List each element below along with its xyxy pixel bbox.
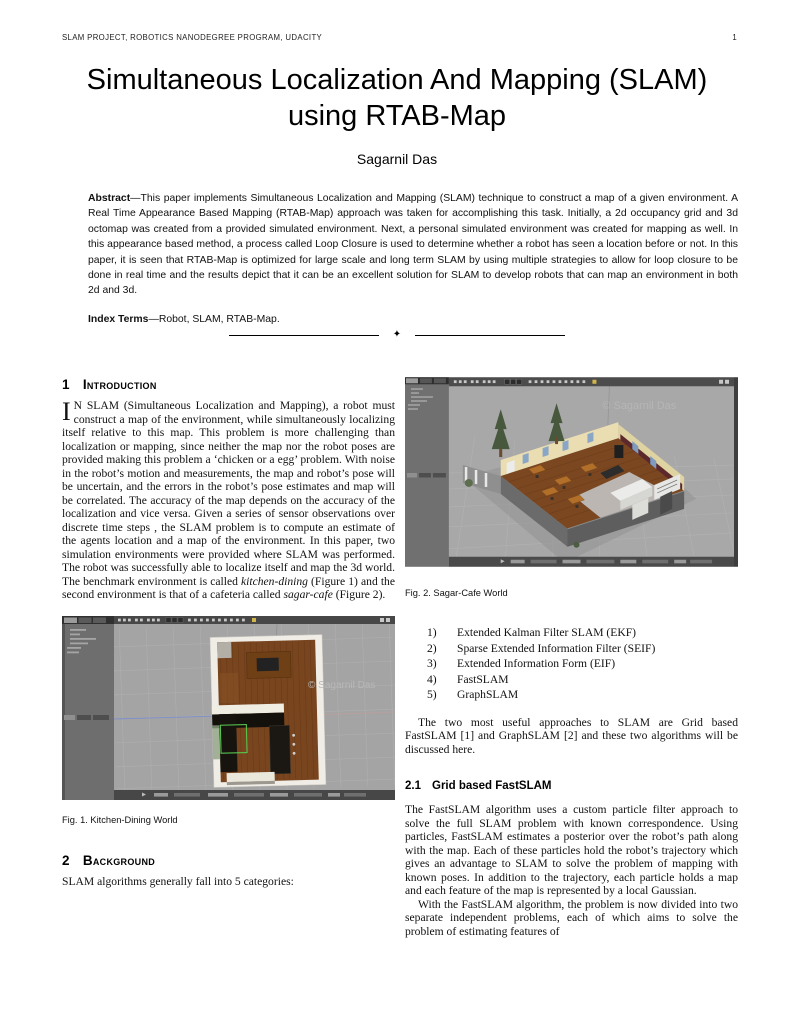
sidebar-tab (406, 378, 418, 383)
kitchen-dining-model (210, 634, 326, 787)
window-icon (719, 380, 723, 384)
separator-line-right (415, 335, 565, 336)
section-title: Background (82, 852, 156, 868)
gazebo-toolbar (449, 377, 734, 386)
running-header (62, 33, 737, 42)
subsection-number: 2.1 (405, 780, 421, 792)
fastslam-paragraph-2: With the FastSLAM algorithm, the problem is now divided into two separate independent problems, each of which aims to solve the problem of estimating features of (405, 897, 738, 938)
abstract-label: Abstract (88, 193, 131, 204)
abstract-block (88, 191, 738, 327)
paper-title (0, 62, 794, 134)
light-tool-icon (592, 380, 596, 384)
author-name: Sagarnil Das (356, 151, 438, 167)
abstract-paragraph (88, 191, 738, 299)
sidebar-tab (79, 617, 92, 623)
status-segments (511, 560, 712, 564)
title-line-1: Simultaneous Localization And Mapping (SLAM) (86, 64, 708, 96)
section-1-heading (62, 377, 395, 392)
section-title: Introduction (82, 377, 157, 392)
window-icon (386, 618, 390, 622)
sidebar-tab (420, 378, 432, 383)
figure-1-image (62, 616, 395, 800)
index-terms-label: Index Terms (88, 313, 149, 325)
shape-tool-icons (166, 617, 183, 622)
background-paragraph: SLAM algorithms generally fall into 5 categories: (62, 874, 294, 888)
list-item: 3) Extended Information Form (EIF) (427, 657, 616, 670)
window-icon (380, 618, 384, 622)
gazebo-sidebar (405, 377, 449, 566)
approaches-paragraph: The two most useful approaches to SLAM are Grid based FastSLAM [1] and GraphSLAM [2] and these two algorithms will be discussed here. (405, 715, 738, 756)
list-item: 1) Extended Kalman Filter SLAM (EKF) (427, 626, 637, 639)
status-segments (154, 793, 366, 797)
slam-categories-list (405, 625, 738, 703)
sidebar-button (419, 473, 431, 477)
gazebo-sidebar (62, 616, 114, 800)
list-item: 2) Sparse Extended Information Filter (SEIF) (427, 641, 656, 655)
light-tool-icon (252, 618, 256, 622)
gazebo-statusbar (114, 790, 395, 800)
intro-paragraph (62, 399, 395, 602)
title-line-2: using RTAB-Map (287, 100, 507, 132)
window-icon (725, 380, 729, 384)
separator-line-left (229, 335, 379, 336)
sidebar-tab (64, 617, 77, 623)
abstract-text: —This paper implements Simultaneous Localization and Mapping (SLAM) technique to construct a map of a given environment. A Real Time Appearance Based Mapping (RTAB-Map) approach was taken for accomplishing this task. Initially, a 2d occupancy grid and 3d octomap was created from a provided simulated environment. Next, a personal simulated environment was created for mapping as well. In this appearance based method, a process called Loop Closure is used to determine whether a robot has seen a location before or not. In this paper, it is seen that RTAB-Map is optimized for large scale and long term SLAM by using multiple strategies to allow for loop closure to be done in real time and the results depict that it can be an excellent solution for SLAM to develop robots that can map an environment in both 2d and 3d. (88, 193, 738, 297)
two-column-body (62, 377, 738, 938)
list-item: 5) GraphSLAM (427, 688, 519, 701)
sidebar-button (77, 715, 91, 720)
watermark: © Sagarnil Das (602, 400, 677, 413)
sidebar-tab (93, 617, 106, 623)
gazebo-toolbar (114, 616, 395, 624)
list-item: 4) FastSLAM (427, 672, 509, 686)
shape-tool-icons (505, 379, 522, 384)
title-separator (0, 330, 794, 340)
sidebar-button (433, 473, 446, 477)
gazebo-statusbar (449, 557, 734, 567)
section-2-1-heading (405, 780, 738, 792)
fastslam-paragraph-1: The FastSLAM algorithm uses a custom particle filter approach to solve the full SLAM problem with known correspondence. Using particles, FastSLAM estimates a posterior over the robot’s path along with the map. Each of these particles hold the robot’s trajectory which gives an advantage to SLAM to solve the problem of mapping with known poses. In addition to the trajectory, each particle holds a map and each feature of the map is represented by a local Gaussian. (405, 803, 738, 897)
index-terms-text: —Robot, SLAM, RTAB-Map. (148, 313, 280, 325)
intro-text: N SLAM (Simultaneous Localization and Mapping), a robot must construct a map of the environment, while simultaneously localizing itself relative to this map. This problem is more challenging than localization or mapping, since neither the map nor the robot poses are provided making this problem a ‘chicken or a egg’ problem. With noise in the robot’s motion and measurements, the map and robot’s pose will be uncertain, and the errors in the robot’s pose estimates and map will be correlated. The accuracy of the map depends on the accuracy of the localization and vice versa. Given a series of sensor observations over discrete time steps , the SLAM problem is to compute an estimate of the agents location and a map of the environment. In this paper, two simulation environments were provided where SLAM was performed. The robot was successfully able to localize itself and map the 3d world. The benchmark environment is called kitchen-dining (Figure 1) and the second environment is that of a cafeteria called sagar-cafe (Figure 2). (62, 399, 395, 601)
header-left-text: SLAM PROJECT, ROBOTICS NANODEGREE PROGRAM, UDACITY (62, 33, 323, 42)
index-terms (88, 312, 738, 327)
subsection-title: Grid based FastSLAM (432, 780, 552, 792)
section-number: 2 (62, 852, 70, 868)
figure-2-image (405, 377, 738, 567)
figure-1-caption: Fig. 1. Kitchen-Dining World (62, 814, 178, 825)
sidebar-button (407, 473, 417, 477)
sidebar-button (64, 715, 75, 720)
page-number: 1 (732, 33, 737, 42)
figure-2-caption: Fig. 2. Sagar-Cafe World (405, 588, 508, 598)
section-2-heading (62, 853, 395, 868)
sidebar-button (93, 715, 109, 720)
sidebar-tab (434, 378, 446, 383)
left-column (62, 377, 395, 938)
figure-2 (405, 377, 738, 599)
drop-cap: I (62, 397, 71, 426)
diamond-icon: ✦ (392, 329, 402, 340)
right-column (405, 377, 738, 938)
watermark: © Sagarnil Das (308, 679, 376, 691)
section-number: 1 (62, 377, 70, 392)
figure-1 (62, 616, 395, 826)
